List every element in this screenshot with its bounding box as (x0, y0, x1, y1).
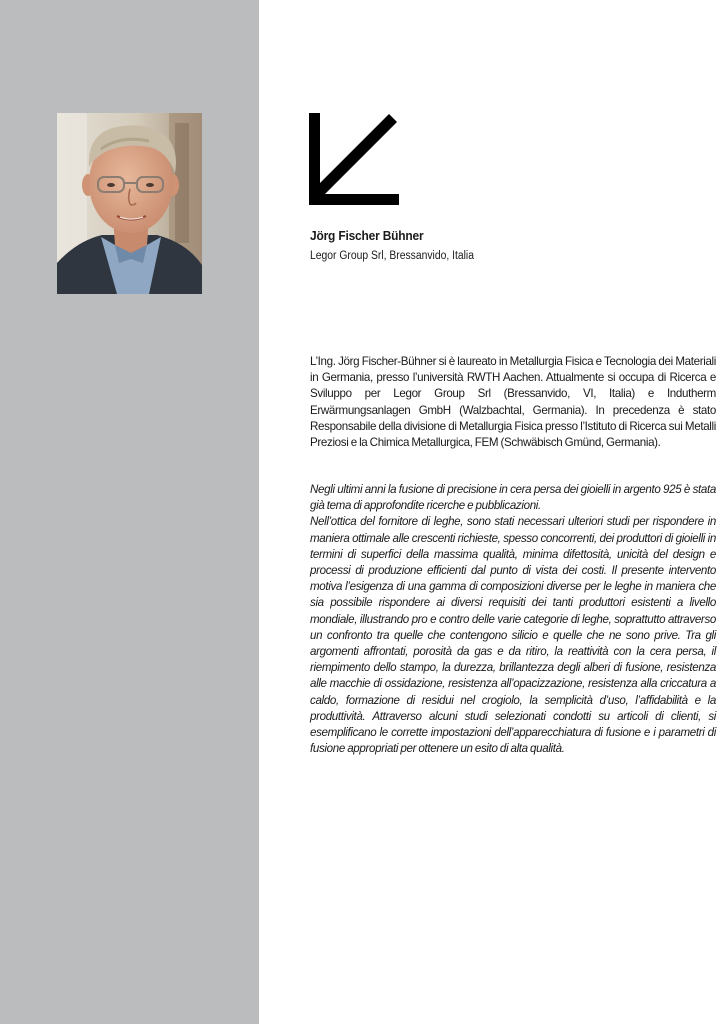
author-affiliation: Legor Group Srl, Bressanvido, Italia (310, 250, 474, 262)
abstract (310, 482, 716, 757)
bio-paragraph: L’Ing. Jörg Fischer-Bühner si è laureato in Metallurgia Fisica e Tecnologia dei Materiali in Germania, presso l’università RWTH Aachen. Attualmente si occupa di Ricerca e Sviluppo per Legor Group Srl (Bressanvido, VI, Italia) e Indutherm Erwärmungsanlagen GmbH (Walzbachtal, Germania). In precedenza è stato Responsabile della divisione di Metallurgia Fisica presso l’Istituto di Ricerca sui Metalli Preziosi e la Chimica Metallurgica, FEM (Schwäbisch Gmünd, Germania). (310, 355, 716, 450)
author-photo (57, 113, 202, 294)
author-name: Jörg Fischer Bühner (310, 228, 424, 243)
abstract-paragraph-2: Nell’ottica del fornitore di leghe, sono stati necessari ulteriori studi per rispondere in maniera ottimale alle crescenti richieste, spesso concorrenti, dei produttori di gioielli in termini di superfici della massima qualità, minima difettosità, unicità del design e processi di produzione efficienti dal punto di vista dei costi. Il presente intervento motiva l’esigenza di una gamma di composizioni diverse per le leghe in maniera che sia possibile rispondere ai diversi requisiti dei tanti produttori esistenti a livello mondiale, illustrando pro e contro delle varie categorie di leghe, soprattutto attraverso un confronto tra quelle che contengono silicio e quelle che ne sono prive. Tra gli argomenti affrontati, porosità da gas e da ritiro, la reattività con la cera persa, il riempimento dello stampo, la durezza, brillantezza degli alberi di fusione, resistenza alle macchie di ossidazione, resistenza all’opacizzazione, resistenza alla criccatura a caldo, formazione di residui nel crogiolo, la semplicità d’uso, l’affidabilità e la produttività. Attraverso alcuni studi selezionati condotti su articoli di clienti, si esemplificano le corrette impostazioni dell’apparecchiatura di fusione e i parametri di fusione appropriati per ottenere un esito di alta qualità. (310, 515, 716, 756)
author-bio (310, 354, 716, 451)
arrow-down-left-icon (309, 113, 401, 205)
abstract-paragraph-1: Negli ultimi anni la fusione di precisione in cera persa dei gioielli in argento 925 è stata già tema di approfondite ricerche e pubblicazioni. (310, 483, 716, 513)
